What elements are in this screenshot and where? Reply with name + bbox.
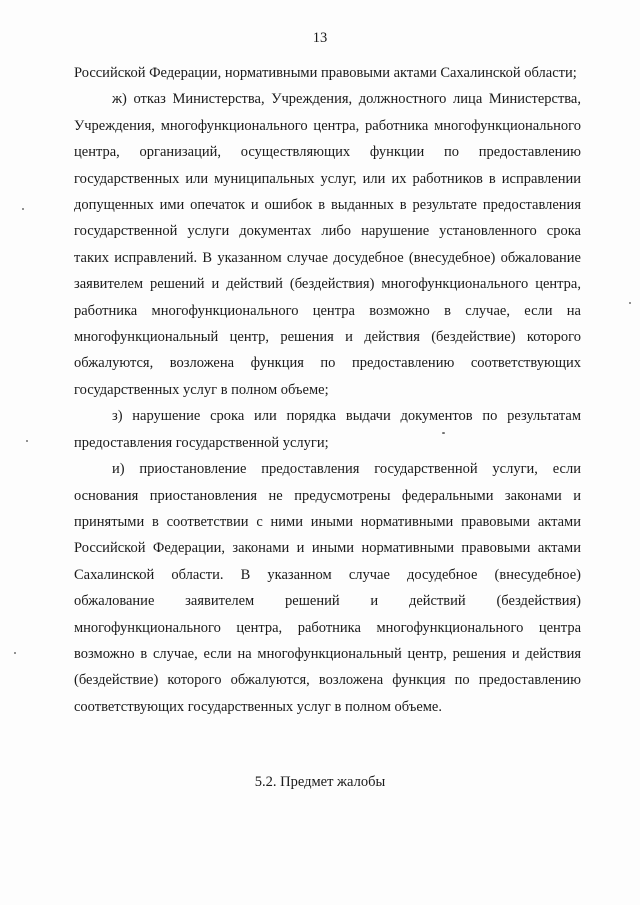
paragraph-item-zh: ж) отказ Министерства, Учреждения, должностного лица Министерства, Учреждения, многофункционального центра, работника многофункционального центра, организаций, осуществляющих функции по предоставлению государственных или муниципальных услуг, или их работников в исправлении допущенных ими опечаток и ошибок в выданных в результате предоставления государственной услуги документах либо нарушение установленного срока таких исправлений. В указанном случае досудебное (внесудебное) обжалование заявителем решений и действий (бездействия) многофункционального центра, работника многофункционального центра возможно в случае, если на многофункциональный центр, решения и действия (бездействие) которого обжалуются, возложена функция по предоставлению соответствующих государственных услуг в полном объеме; [74,91,581,398]
scan-speck [14,652,16,654]
scan-speck [26,440,28,442]
scan-speck [22,208,24,210]
page-number: 13 [312,30,328,46]
paragraph-item-z: з) нарушение срока или порядка выдачи документов по результатам предоставления государственной услуги; [74,408,581,451]
paragraph-item-i: и) приостановление предоставления государственной услуги, если основания приостановления не предусмотрены федеральными законами и принятыми в соответствии с ними иными нормативными правовыми актами Российской Федерации, законами и иными нормативными правовыми актами Сахалинской области. В указанном случае досудебное (внесудебное) обжалование заявителем решений и действий (бездействия) многофункционального центра, работника многофункционального центра возможно в случае, если на многофункциональный центр, решения и действия (бездействие) которого обжалуются, возложена функция по предоставлению соответствующих государственных услуг в полном объеме. [74,461,581,715]
scan-speck [629,302,631,304]
body-text [74,60,581,720]
scan-speck [442,432,445,434]
section-heading: 5.2. Предмет жалобы [254,774,386,790]
paragraph-continuation: Российской Федерации, нормативными правовыми актами Сахалинской области; [74,65,577,81]
